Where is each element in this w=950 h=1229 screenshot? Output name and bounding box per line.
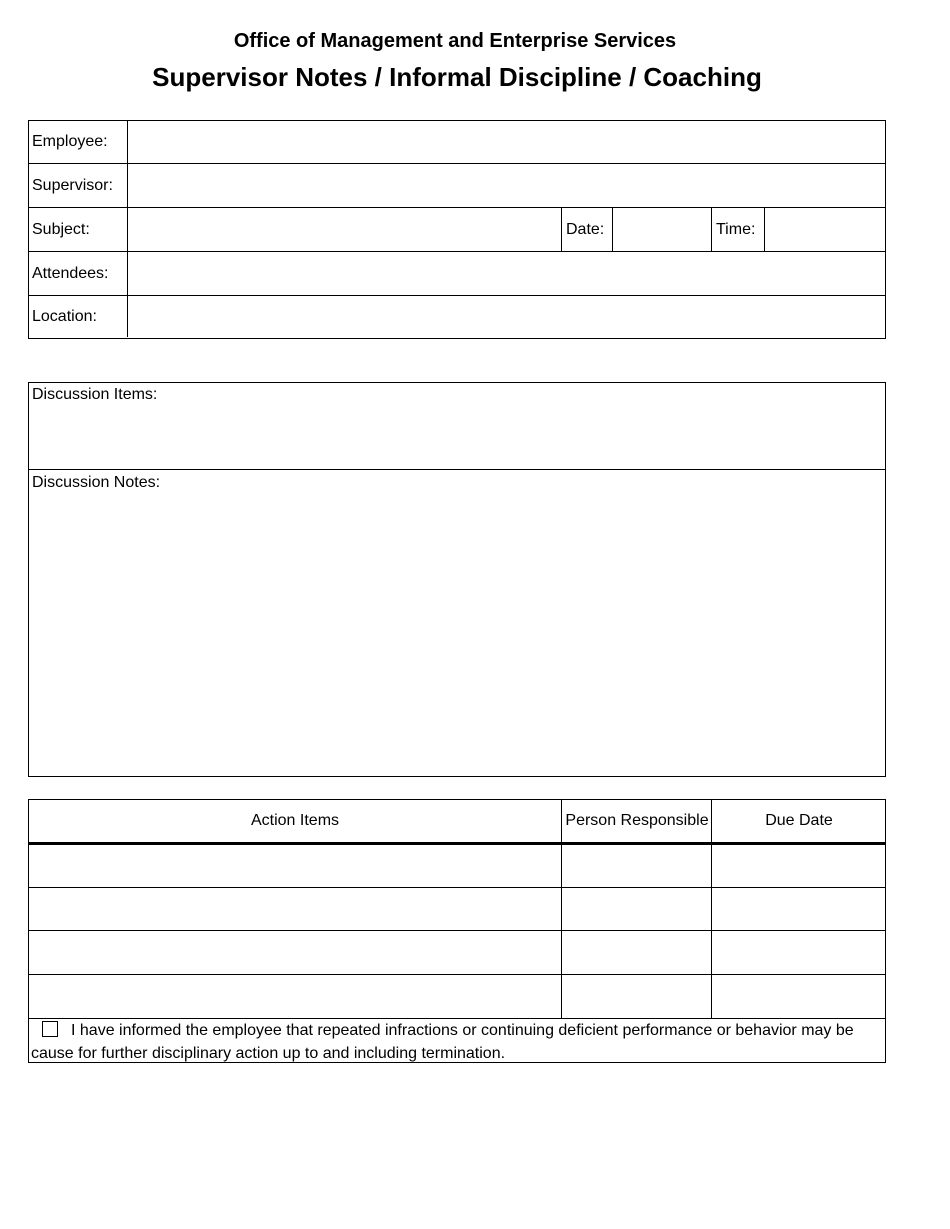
subject-field[interactable] — [129, 209, 561, 251]
employee-field[interactable] — [129, 121, 885, 163]
employee-label: Employee: — [32, 133, 108, 150]
person-responsible-cell[interactable] — [563, 932, 711, 974]
discussion-section — [28, 382, 886, 777]
attendees-label: Attendees: — [32, 265, 109, 282]
form-title: Supervisor Notes / Informal Discipline / Coaching — [152, 62, 762, 92]
supervisor-field[interactable] — [129, 165, 885, 207]
due-date-cell[interactable] — [713, 932, 885, 974]
person-responsible-cell[interactable] — [563, 845, 711, 887]
due-date-cell[interactable] — [713, 976, 885, 1018]
discussion-notes-field[interactable] — [29, 495, 885, 775]
subject-label: Subject: — [32, 221, 90, 238]
discussion-notes-label: Discussion Notes: — [32, 474, 161, 491]
person-responsible-cell[interactable] — [563, 976, 711, 1018]
due-date-cell[interactable] — [713, 889, 885, 930]
action-item-cell[interactable] — [29, 845, 561, 887]
acknowledgement-checkbox[interactable] — [42, 1021, 58, 1037]
action-item-cell[interactable] — [29, 976, 561, 1018]
header-action-items: Action Items — [250, 812, 340, 829]
supervisor-label: Supervisor: — [32, 177, 113, 194]
location-label: Location: — [32, 308, 97, 325]
action-item-cell[interactable] — [29, 932, 561, 974]
attendees-field[interactable] — [129, 253, 885, 295]
action-items-table — [28, 799, 886, 1063]
info-table — [28, 120, 886, 339]
discussion-items-label: Discussion Items: — [32, 386, 158, 403]
header-person-responsible: Person Responsible — [565, 812, 709, 829]
due-date-cell[interactable] — [713, 845, 885, 887]
acknowledgement-row — [29, 1019, 885, 1062]
discussion-items-field[interactable] — [29, 407, 885, 469]
person-responsible-cell[interactable] — [563, 889, 711, 930]
acknowledgement-text: I have informed the employee that repeated infractions or continuing deficient performance or behavior may be cause for further disciplinary action up to and including termination. — [31, 1022, 854, 1062]
organization-name: Office of Management and Enterprise Services — [233, 30, 677, 52]
action-item-cell[interactable] — [29, 889, 561, 930]
time-field[interactable] — [766, 209, 885, 251]
location-field[interactable] — [129, 297, 885, 337]
header-due-date: Due Date — [765, 812, 833, 829]
date-label: Date: — [566, 221, 605, 238]
time-label: Time: — [716, 221, 756, 238]
date-field[interactable] — [614, 209, 711, 251]
